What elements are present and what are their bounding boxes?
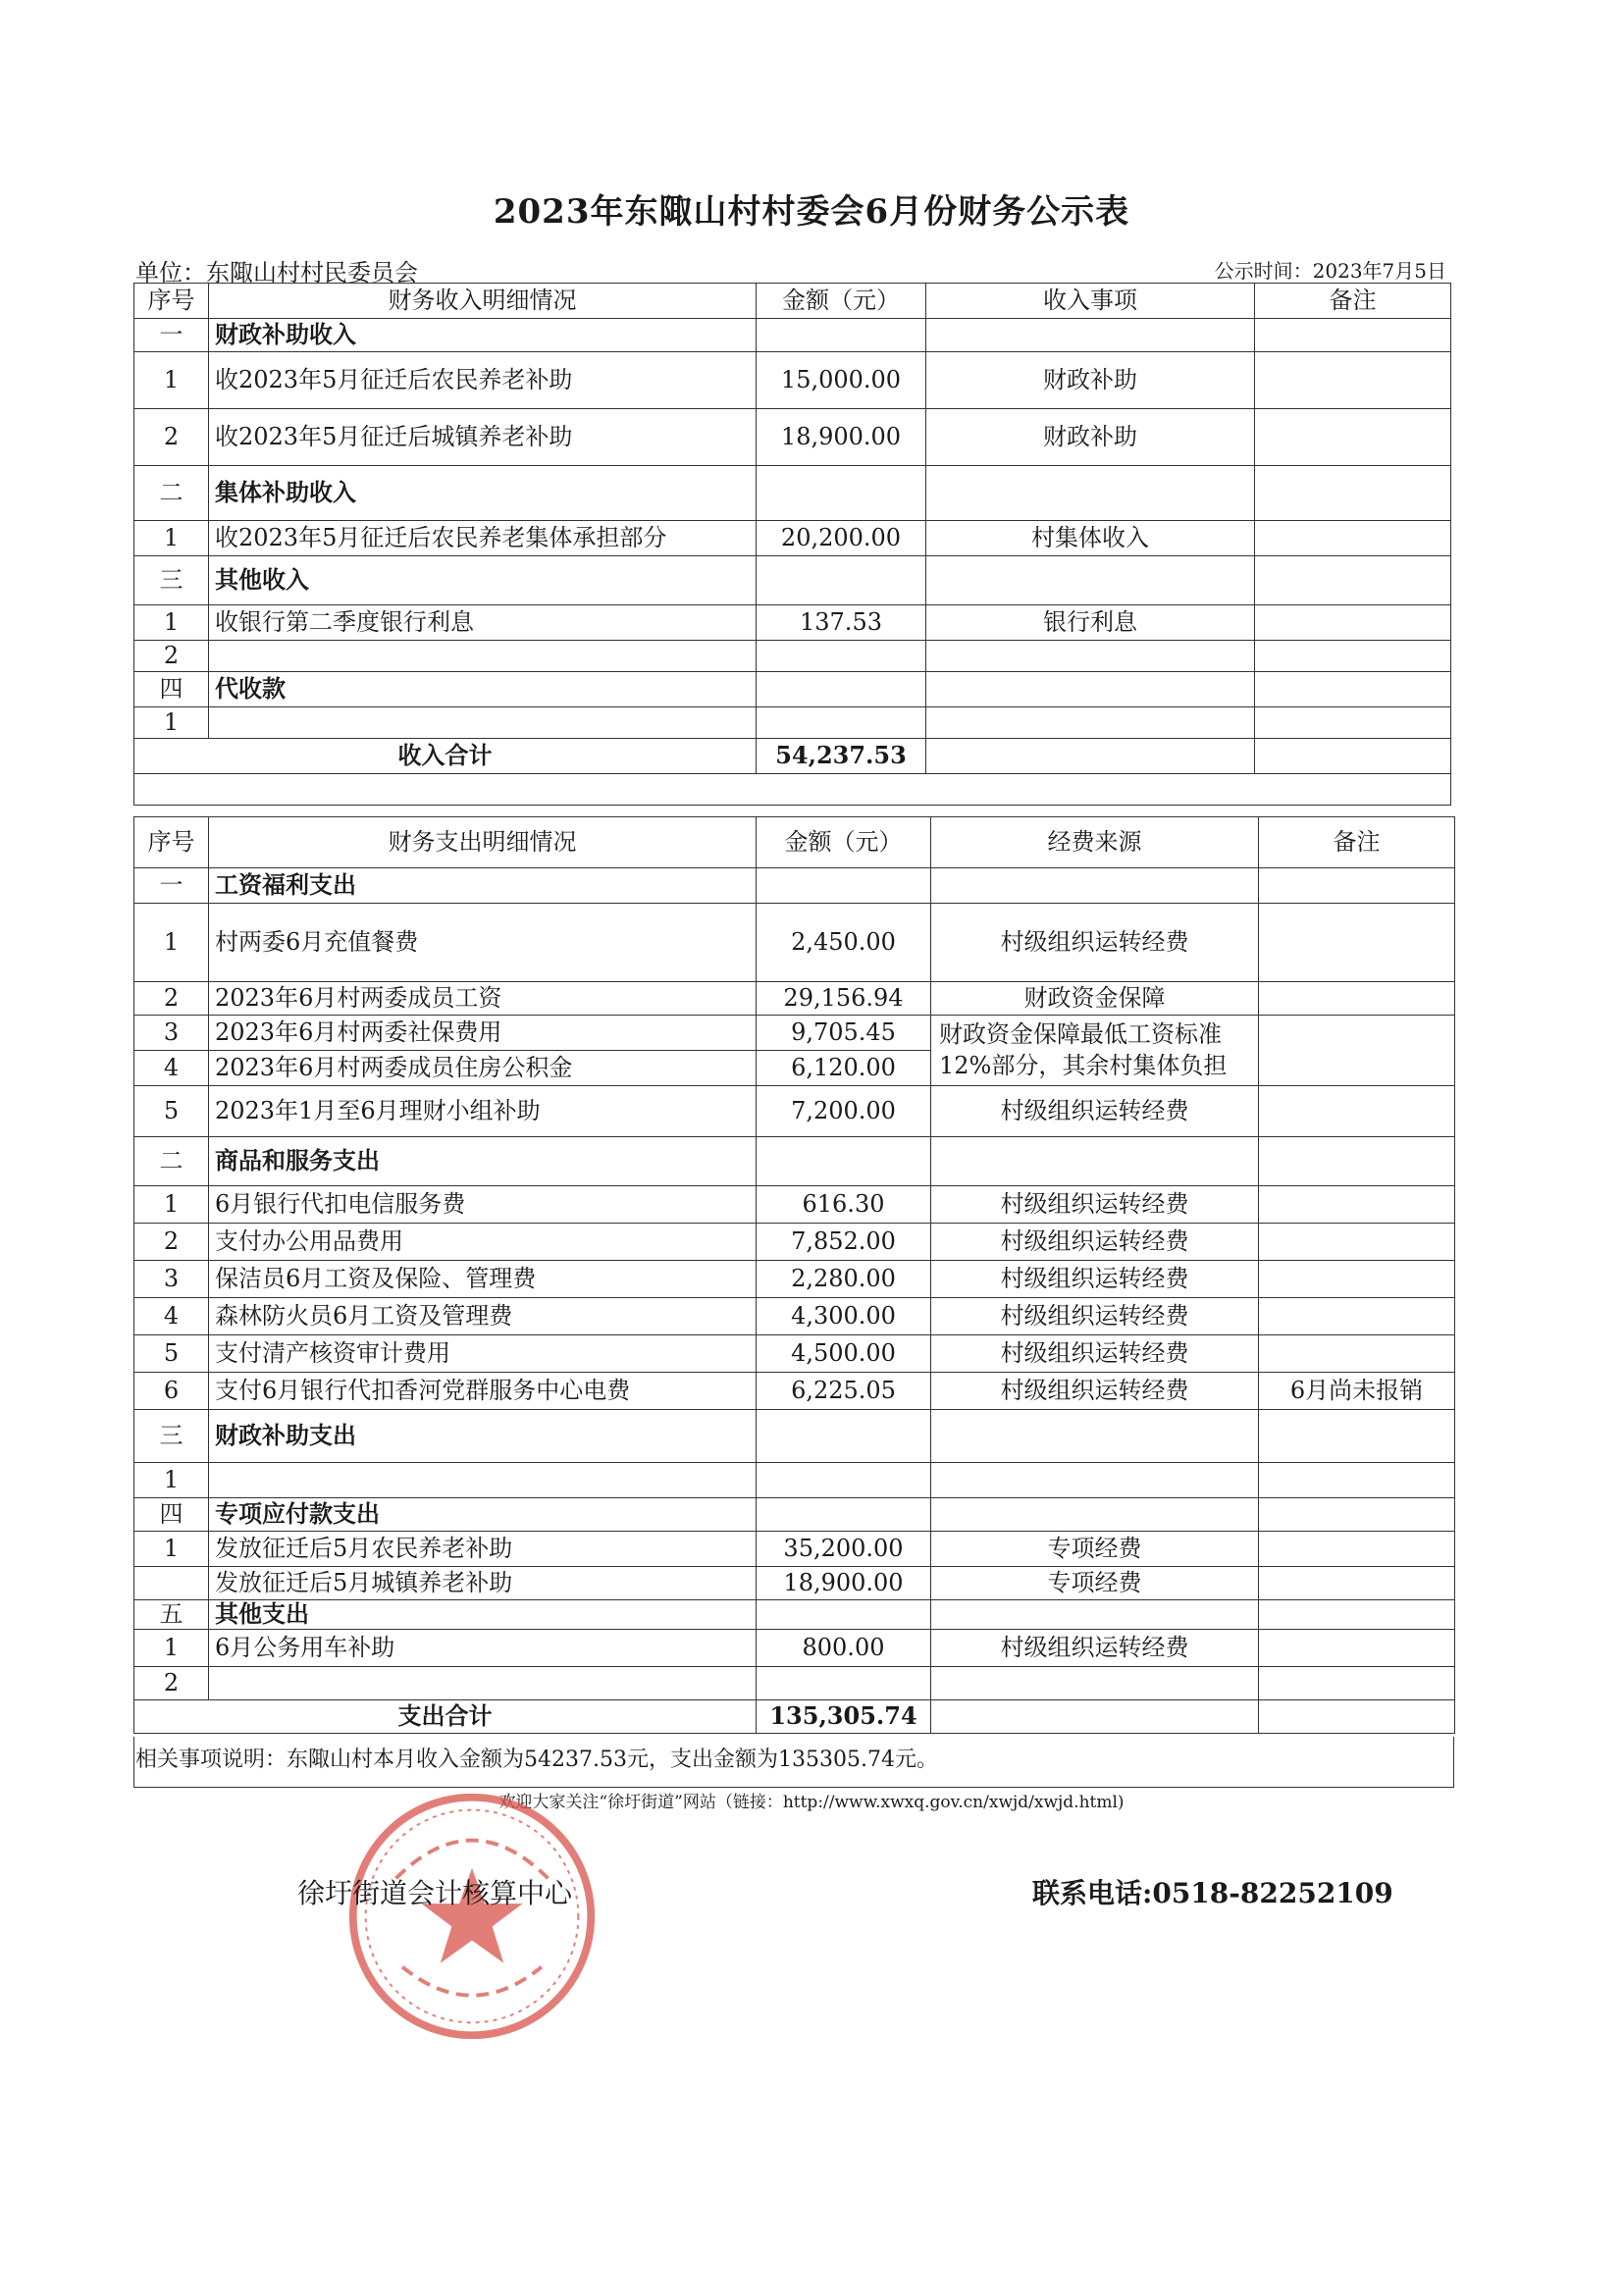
income-header-amount: 金额（元） bbox=[757, 284, 926, 319]
expense-empty-cell bbox=[931, 1600, 1259, 1630]
expense-row-amount: 616.30 bbox=[757, 1186, 931, 1224]
expense-row bbox=[134, 1261, 1455, 1298]
income-section-row bbox=[134, 466, 1451, 521]
income-header-row bbox=[134, 284, 1451, 319]
expense-row bbox=[134, 1532, 1455, 1567]
expense-row-desc: 工资福利支出 bbox=[209, 868, 757, 904]
income-row-no: 1 bbox=[134, 707, 209, 739]
expense-row-desc bbox=[209, 1463, 757, 1498]
expense-empty-cell bbox=[931, 868, 1259, 904]
expense-row-no: 二 bbox=[134, 1137, 209, 1186]
income-row-amount bbox=[757, 466, 926, 521]
expense-row-amount: 29,156.94 bbox=[757, 982, 931, 1016]
income-row-amount: 18,900.00 bbox=[757, 409, 926, 466]
income-row-no: 2 bbox=[134, 409, 209, 466]
contact-phone: 联系电话:0518-82252109 bbox=[1032, 1877, 1393, 1909]
expense-row-desc: 森林防火员6月工资及管理费 bbox=[209, 1298, 757, 1335]
income-row-no: 三 bbox=[134, 556, 209, 605]
expense-row-no: 4 bbox=[134, 1051, 209, 1086]
expense-section-row bbox=[134, 1600, 1455, 1630]
expense-row-note bbox=[1259, 1667, 1455, 1700]
income-row bbox=[134, 409, 1451, 466]
expense-row-amount: 18,900.00 bbox=[757, 1567, 931, 1600]
expense-row-desc: 其他支出 bbox=[209, 1600, 757, 1630]
income-row-note bbox=[1255, 466, 1451, 521]
income-row-desc: 集体补助收入 bbox=[209, 466, 757, 521]
income-total-empty bbox=[1255, 739, 1451, 774]
expense-total-empty bbox=[1259, 1700, 1455, 1734]
expense-section-row bbox=[134, 1137, 1455, 1186]
income-row-desc: 财政补助收入 bbox=[209, 319, 757, 352]
income-row-note bbox=[1255, 641, 1451, 672]
expense-row-no: 1 bbox=[134, 1186, 209, 1224]
income-header-item: 收入事项 bbox=[926, 284, 1255, 319]
expense-row-source: 财政资金保障 bbox=[931, 982, 1259, 1016]
expense-row-note bbox=[1259, 1261, 1455, 1298]
income-row-item bbox=[926, 319, 1255, 352]
expense-row-desc: 发放征迁后5月城镇养老补助 bbox=[209, 1567, 757, 1600]
expense-row-source: 村级组织运转经费 bbox=[931, 1298, 1259, 1335]
income-row-item bbox=[926, 707, 1255, 739]
expense-header-row bbox=[134, 817, 1455, 868]
expense-row-no: 6 bbox=[134, 1373, 209, 1410]
expense-row-no: 5 bbox=[134, 1335, 209, 1373]
expense-row bbox=[134, 1335, 1455, 1373]
expense-row-desc: 村两委6月充值餐费 bbox=[209, 904, 757, 982]
income-section-row bbox=[134, 319, 1451, 352]
expense-table bbox=[133, 816, 1455, 1734]
income-row-item bbox=[926, 556, 1255, 605]
income-section-row bbox=[134, 556, 1451, 605]
expense-row-amount: 4,500.00 bbox=[757, 1335, 931, 1373]
income-row-desc: 收2023年5月征迁后农民养老集体承担部分 bbox=[209, 521, 757, 556]
income-row-desc bbox=[209, 707, 757, 739]
expense-header-note: 备注 bbox=[1259, 817, 1455, 868]
expense-row bbox=[134, 1186, 1455, 1224]
income-row bbox=[134, 707, 1451, 739]
expense-row-source bbox=[931, 1667, 1259, 1700]
income-header-note: 备注 bbox=[1255, 284, 1451, 319]
income-row-note bbox=[1255, 352, 1451, 409]
expense-row-note bbox=[1259, 1224, 1455, 1261]
expense-empty-cell bbox=[931, 1410, 1259, 1463]
expense-row-desc: 2023年1月至6月理财小组补助 bbox=[209, 1086, 757, 1137]
expense-row-source: 村级组织运转经费 bbox=[931, 1186, 1259, 1224]
income-row-desc: 其他收入 bbox=[209, 556, 757, 605]
income-row-item bbox=[926, 672, 1255, 707]
expense-row-no: 一 bbox=[134, 868, 209, 904]
expense-row-note: 6月尚未报销 bbox=[1259, 1373, 1455, 1410]
income-row bbox=[134, 605, 1451, 641]
expense-row-source: 村级组织运转经费 bbox=[931, 1630, 1259, 1667]
income-row-amount bbox=[757, 641, 926, 672]
expense-empty-cell bbox=[1259, 1600, 1455, 1630]
expense-header-source: 经费来源 bbox=[931, 817, 1259, 868]
website-notice: 欢迎大家关注“徐圩街道”网站（链接：http://www.xwxq.gov.cn/xwjd/xwjd.html) bbox=[498, 1793, 1125, 1812]
income-row-amount bbox=[757, 672, 926, 707]
expense-row-note bbox=[1259, 1335, 1455, 1373]
expense-empty-cell bbox=[931, 1498, 1259, 1532]
income-row-no: 2 bbox=[134, 641, 209, 672]
expense-row-no: 1 bbox=[134, 1463, 209, 1498]
expense-section-row bbox=[134, 868, 1455, 904]
expense-row bbox=[134, 1667, 1455, 1700]
income-total-amount: 54,237.53 bbox=[757, 739, 926, 774]
income-row-note bbox=[1255, 409, 1451, 466]
expense-empty-cell bbox=[757, 1410, 931, 1463]
expense-row-note bbox=[1259, 1630, 1455, 1667]
income-row-desc: 收2023年5月征迁后农民养老补助 bbox=[209, 352, 757, 409]
income-header-desc: 财务收入明细情况 bbox=[209, 284, 757, 319]
expense-row-source: 村级组织运转经费 bbox=[931, 1224, 1259, 1261]
publish-date: 公示时间：2023年7月5日 bbox=[1214, 259, 1446, 283]
expense-row-amount bbox=[757, 1667, 931, 1700]
expense-row bbox=[134, 1373, 1455, 1410]
expense-header-desc: 财务支出明细情况 bbox=[209, 817, 757, 868]
expense-empty-cell bbox=[1259, 868, 1455, 904]
income-row-no: 1 bbox=[134, 521, 209, 556]
income-row-note bbox=[1255, 707, 1451, 739]
expense-row-note bbox=[1259, 1532, 1455, 1567]
income-row-item: 银行利息 bbox=[926, 605, 1255, 641]
income-row-desc: 收2023年5月征迁后城镇养老补助 bbox=[209, 409, 757, 466]
expense-empty-cell bbox=[1259, 1498, 1455, 1532]
expense-row-source: 村级组织运转经费 bbox=[931, 1335, 1259, 1373]
income-row-note bbox=[1255, 672, 1451, 707]
official-seal-icon bbox=[345, 1790, 599, 2043]
expense-row-desc: 2023年6月村两委成员工资 bbox=[209, 982, 757, 1016]
expense-empty-cell bbox=[757, 868, 931, 904]
spacer-row bbox=[134, 774, 1451, 806]
expense-row-no: 1 bbox=[134, 1532, 209, 1567]
expense-empty-cell bbox=[1259, 1410, 1455, 1463]
income-row bbox=[134, 641, 1451, 672]
expense-row-source: 村级组织运转经费 bbox=[931, 1373, 1259, 1410]
expense-row-note bbox=[1259, 982, 1455, 1016]
income-row-amount bbox=[757, 319, 926, 352]
income-row-desc bbox=[209, 641, 757, 672]
expense-row-source: 专项经费 bbox=[931, 1567, 1259, 1600]
expense-row-amount: 6,120.00 bbox=[757, 1051, 931, 1086]
expense-row-no: 四 bbox=[134, 1498, 209, 1532]
expense-row-note bbox=[1259, 1463, 1455, 1498]
unit-label: 单位：东陬山村村民委员会 bbox=[135, 259, 418, 287]
income-row bbox=[134, 352, 1451, 409]
expense-row-no: 5 bbox=[134, 1086, 209, 1137]
expense-row-amount bbox=[757, 1463, 931, 1498]
income-row-item bbox=[926, 466, 1255, 521]
income-row-note bbox=[1255, 556, 1451, 605]
expense-row-amount: 7,852.00 bbox=[757, 1224, 931, 1261]
expense-row-no: 1 bbox=[134, 1630, 209, 1667]
expense-row-amount: 2,280.00 bbox=[757, 1261, 931, 1298]
expense-row-note bbox=[1259, 904, 1455, 982]
expense-row-desc: 2023年6月村两委社保费用 bbox=[209, 1016, 757, 1051]
expense-row-source: 专项经费 bbox=[931, 1532, 1259, 1567]
expense-row bbox=[134, 1224, 1455, 1261]
expense-row bbox=[134, 904, 1455, 982]
expense-row bbox=[134, 982, 1455, 1016]
income-row-note bbox=[1255, 521, 1451, 556]
expense-header-amount: 金额（元） bbox=[757, 817, 931, 868]
expense-row-source-merged: 财政资金保障最低工资标准12%部分，其余村集体负担 bbox=[931, 1016, 1259, 1086]
expense-row-amount: 2,450.00 bbox=[757, 904, 931, 982]
income-row-no: 一 bbox=[134, 319, 209, 352]
income-row bbox=[134, 521, 1451, 556]
expense-row-no: 1 bbox=[134, 904, 209, 982]
expense-row-no: 2 bbox=[134, 1224, 209, 1261]
expense-row bbox=[134, 1630, 1455, 1667]
income-row-note bbox=[1255, 319, 1451, 352]
expense-total-row bbox=[134, 1700, 1455, 1734]
page-title: 2023年东陬山村村委会6月份财务公示表 bbox=[493, 192, 1130, 232]
income-row-desc: 代收款 bbox=[209, 672, 757, 707]
income-row-amount: 137.53 bbox=[757, 605, 926, 641]
expense-empty-cell bbox=[757, 1137, 931, 1186]
expense-row-desc: 发放征迁后5月农民养老补助 bbox=[209, 1532, 757, 1567]
income-total-row bbox=[134, 739, 1451, 774]
expense-row-desc: 支付办公用品费用 bbox=[209, 1224, 757, 1261]
income-row-item: 财政补助 bbox=[926, 352, 1255, 409]
expense-row-desc: 支付6月银行代扣香河党群服务中心电费 bbox=[209, 1373, 757, 1410]
expense-row-amount: 800.00 bbox=[757, 1630, 931, 1667]
expense-row-no: 4 bbox=[134, 1298, 209, 1335]
expense-empty-cell bbox=[757, 1498, 931, 1532]
expense-row bbox=[134, 1086, 1455, 1137]
expense-empty-cell bbox=[1259, 1137, 1455, 1186]
expense-section-row bbox=[134, 1498, 1455, 1532]
expense-row-source: 村级组织运转经费 bbox=[931, 904, 1259, 982]
expense-empty-cell bbox=[757, 1600, 931, 1630]
expense-row-desc: 6月银行代扣电信服务费 bbox=[209, 1186, 757, 1224]
income-row-item: 村集体收入 bbox=[926, 521, 1255, 556]
income-row-item: 财政补助 bbox=[926, 409, 1255, 466]
expense-row-amount: 7,200.00 bbox=[757, 1086, 931, 1137]
income-row-no: 1 bbox=[134, 605, 209, 641]
expense-row-source: 村级组织运转经费 bbox=[931, 1086, 1259, 1137]
expense-row bbox=[134, 1567, 1455, 1600]
income-row-amount bbox=[757, 707, 926, 739]
expense-row-desc: 2023年6月村两委成员住房公积金 bbox=[209, 1051, 757, 1086]
expense-row-source bbox=[931, 1463, 1259, 1498]
expense-row-desc: 专项应付款支出 bbox=[209, 1498, 757, 1532]
expense-row-no: 3 bbox=[134, 1261, 209, 1298]
expense-row-desc: 6月公务用车补助 bbox=[209, 1630, 757, 1667]
notes-text: 相关事项说明：东陬山村本月收入金额为54237.53元，支出金额为135305.74元。 bbox=[135, 1748, 938, 1772]
expense-row-desc: 商品和服务支出 bbox=[209, 1137, 757, 1186]
income-row-no: 四 bbox=[134, 672, 209, 707]
expense-row-no: 三 bbox=[134, 1410, 209, 1463]
expense-row-amount: 4,300.00 bbox=[757, 1298, 931, 1335]
expense-row-note bbox=[1259, 1186, 1455, 1224]
expense-total-empty bbox=[931, 1700, 1259, 1734]
expense-total-label: 支出合计 bbox=[134, 1700, 757, 1734]
expense-row-amount: 9,705.45 bbox=[757, 1016, 931, 1051]
expense-row-no: 3 bbox=[134, 1016, 209, 1051]
expense-row-note bbox=[1259, 1298, 1455, 1335]
income-section-row bbox=[134, 672, 1451, 707]
income-header-no: 序号 bbox=[134, 284, 209, 319]
expense-row-note bbox=[1259, 1016, 1455, 1086]
accounting-center-name: 徐圩街道会计核算中心 bbox=[297, 1877, 573, 1909]
expense-row-desc bbox=[209, 1667, 757, 1700]
income-row-no: 1 bbox=[134, 352, 209, 409]
income-row-desc: 收银行第二季度银行利息 bbox=[209, 605, 757, 641]
income-row-item bbox=[926, 641, 1255, 672]
expense-row-no: 2 bbox=[134, 1667, 209, 1700]
expense-row-no: 2 bbox=[134, 982, 209, 1016]
expense-header-no: 序号 bbox=[134, 817, 209, 868]
expense-row-note bbox=[1259, 1086, 1455, 1137]
expense-section-row bbox=[134, 1410, 1455, 1463]
income-row-note bbox=[1255, 605, 1451, 641]
income-row-amount: 20,200.00 bbox=[757, 521, 926, 556]
expense-row-desc: 财政补助支出 bbox=[209, 1410, 757, 1463]
expense-row-desc: 保洁员6月工资及保险、管理费 bbox=[209, 1261, 757, 1298]
income-table bbox=[133, 283, 1451, 806]
expense-total-amount: 135,305.74 bbox=[757, 1700, 931, 1734]
expense-row-no: 五 bbox=[134, 1600, 209, 1630]
expense-row-no bbox=[134, 1567, 209, 1600]
expense-row bbox=[134, 1016, 1455, 1051]
expense-row-desc: 支付清产核资审计费用 bbox=[209, 1335, 757, 1373]
expense-row bbox=[134, 1298, 1455, 1335]
expense-row-note bbox=[1259, 1567, 1455, 1600]
expense-empty-cell bbox=[931, 1137, 1259, 1186]
expense-row bbox=[134, 1463, 1455, 1498]
spacer-cell bbox=[134, 774, 1451, 806]
income-row-no: 二 bbox=[134, 466, 209, 521]
income-row-amount: 15,000.00 bbox=[757, 352, 926, 409]
expense-row-source: 村级组织运转经费 bbox=[931, 1261, 1259, 1298]
expense-row-amount: 35,200.00 bbox=[757, 1532, 931, 1567]
income-total-label: 收入合计 bbox=[134, 739, 757, 774]
income-total-empty bbox=[926, 739, 1255, 774]
expense-row-amount: 6,225.05 bbox=[757, 1373, 931, 1410]
income-row-amount bbox=[757, 556, 926, 605]
